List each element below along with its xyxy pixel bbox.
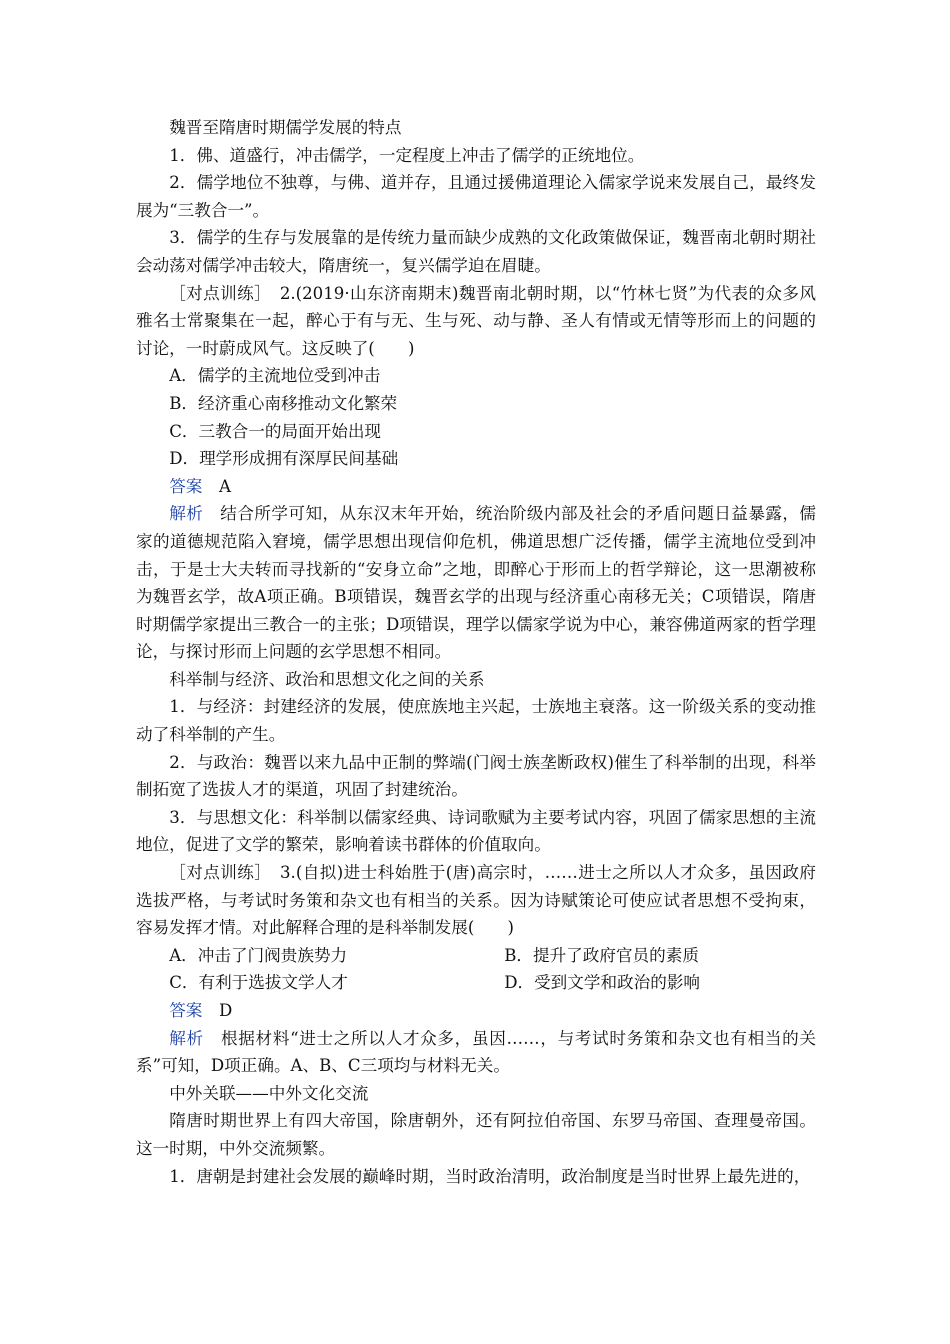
option-b: B．经济重心南移推动文化繁荣: [169, 393, 398, 413]
answer-value: A: [202, 476, 231, 496]
option-a: A．冲击了门阀贵族势力: [169, 945, 348, 965]
paragraph: 3．儒学的生存与发展靠的是传统力量而缺少成熟的文化政策做保证，魏晋南北朝时期社会动荡对儒学冲击较大，隋唐统一，复兴儒学迫在眉睫。: [136, 228, 816, 275]
options-row: [136, 969, 816, 997]
section-title: 中外关联——中外文化交流: [169, 1083, 369, 1103]
answer-value: D: [202, 1001, 233, 1020]
analysis-text: 根据材料“进士之所以人才众多，虽因……，与考试时务策和杂文也有相当的关系”可知，D项正确。A、B、C三项均与材料无关。: [136, 1028, 817, 1076]
paragraph: 1．唐朝是封建社会发展的巅峰时期，当时政治清明，政治制度是当时世界上最先进的，: [169, 1166, 811, 1186]
section-title: 科举制与经济、政治和思想文化之间的关系: [169, 669, 485, 689]
option-d: D．理学形成拥有深厚民间基础: [169, 449, 399, 469]
document-page: [136, 114, 816, 1190]
paragraph: 2．儒学地位不独尊，与佛、道并存，且通过援佛道理论入儒家学说来发展自己，最终发展为“三教合一”。: [136, 173, 816, 220]
answer-line: [136, 997, 816, 1025]
question-stem: ［对点训练］ 2.(2019·山东济南期末)魏晋南北朝时期，以“竹林七贤”为代表的众多风雅名士常聚集在一起，醉心于有与无、生与死、动与静、圣人有情或无情等形而上的问题的讨论，一时蔚成风气。这反映了( ): [136, 283, 816, 358]
answer-line: [136, 473, 816, 501]
paragraph: 1．与经济：封建经济的发展，使庶族地主兴起，士族地主衰落。这一阶级关系的变动推动了科举制的产生。: [136, 697, 816, 745]
analysis-paragraph: [136, 1025, 816, 1080]
section-title: 魏晋至隋唐时期儒学发展的特点: [169, 118, 402, 137]
paragraph: 3．与思想文化：科举制以儒家经典、诗词歌赋为主要考试内容，巩固了儒家思想的主流地位，促进了文学的繁荣，影响着读书群体的价值取向。: [136, 807, 816, 855]
option-a: A．儒学的主流地位受到冲击: [169, 366, 381, 386]
answer-label: 答案: [169, 1001, 203, 1020]
paragraph: 隋唐时期世界上有四大帝国，除唐朝外，还有阿拉伯帝国、东罗马帝国、查理曼帝国。这一时期，中外交流频繁。: [136, 1111, 816, 1158]
paragraph: 1．佛、道盛行，冲击儒学，一定程度上冲击了儒学的正统地位。: [169, 145, 645, 165]
analysis-text: 结合所学可知，从东汉末年开始，统治阶级内部及社会的矛盾问题日益暴露，儒家的道德规范陷入窘境，儒学思想出现信仰危机，佛道思想广泛传播，儒学主流地位受到冲击，于是士大夫转而寻找新的“安身立命”之地，即醉心于形而上的哲学辩论，这一思潮被称为魏晋玄学，故A项正确。B项错误，魏晋玄学的出现与经济重心南移无关；C项错误，隋唐时期儒学家提出三教合一的主张；D项错误，理学以儒家学说为中心，兼容佛道两家的哲学理论，与探讨形而上问题的玄学思想不相同。: [136, 504, 817, 662]
answer-label: 答案: [169, 476, 203, 496]
analysis-label: 解析: [169, 504, 204, 524]
option-b: B．提升了政府官员的素质: [504, 945, 699, 965]
question-stem: ［对点训练］ 3.(自拟)进士科始胜于(唐)高宗时，……进士之所以人才众多，虽因政府选拔严格，与考试时务策和杂文也有相当的关系。因为诗赋策论可使应试者思想不受拘束，容易发挥才情。对此解释合理的是科举制发展( ): [136, 863, 816, 938]
options-row: [136, 942, 816, 970]
option-c: C．有利于选拔文学人才: [169, 973, 348, 993]
option-d: D．受到文学和政治的影响: [504, 973, 701, 993]
option-c: C．三教合一的局面开始出现: [169, 421, 382, 441]
analysis-paragraph: [136, 500, 816, 666]
paragraph: 2．与政治：魏晋以来九品中正制的弊端(门阀士族垄断政权)催生了科举制的出现，科举制拓宽了选拔人才的渠道，巩固了封建统治。: [136, 752, 816, 800]
analysis-label: 解析: [169, 1028, 204, 1048]
